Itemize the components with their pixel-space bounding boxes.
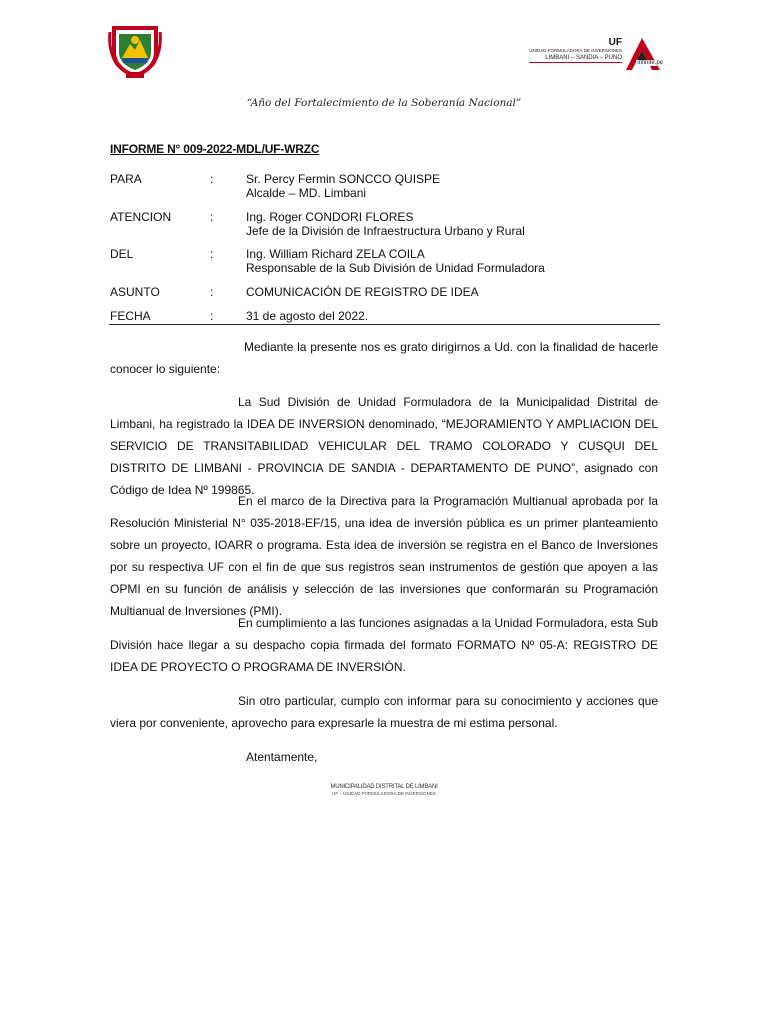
year-motto: “Año del Fortalecimiento de la Soberanía Nacional” [246,97,522,109]
closing-salutation: Atentamente, [246,750,318,764]
paragraph-2-text: La Sud División de Unidad Formuladora de la Municipalidad Distrital de Limbani, ha registrado la IDEA DE INVERSION denominado, “MEJORAMIENTO Y AMPLIACION DEL SERVICIO DE TRANSITABILIDAD VEHICULAR DEL TRAMO COLORADO Y CUSQUI DEL DISTRITO DE LIMBANI - PROVINCIA DE SANDIA - DEPARTAMENTO DE PUNO”, asignado con Código de Idea Nº 199865. [110,395,658,497]
body-paragraph-5 [110,690,658,734]
signature-line2: UF – UNIDAD FORMULADORA DE INVERSIONES [332,791,436,796]
para-label: PARA [110,172,142,186]
uf-logo [529,37,666,78]
atencion-line2: Jefe de la División de Infraestructura Urbano y Rural [246,224,525,238]
municipal-crest-logo [108,22,162,80]
body-paragraph-2 [110,391,658,501]
report-title: INFORME N° 009-2022-MDL/UF-WRZC [110,142,320,156]
body-paragraph-1 [110,336,658,380]
para-value [246,172,440,200]
del-label: DEL [110,247,134,261]
paragraph-4-text: En cumplimiento a las funciones asignadas a la Unidad Formuladora, esta Sub División hace llegar a su despacho copia firmada del formato FORMATO Nº 05-A: REGISTRO DE IDEA DE PROYECTO O PROGRAMA DE INVERSIÓN. [110,616,658,674]
paragraph-1-text: Mediante la presente nos es grato dirigirnos a Ud. con la finalidad de hacerle conocer lo siguiente: [110,340,658,376]
fecha-label: FECHA [110,309,151,323]
para-line2: Alcalde – MD. Limbani [246,186,367,200]
uf-logo-line1: UNIDAD FORMULADORA DE INVERSIONES [529,48,622,53]
uf-logo-abbr: UF [608,37,622,48]
atencion-line1: Ing. Roger CONDORI FLORES [246,210,414,224]
body-paragraph-4 [110,612,658,678]
para-colon: : [210,172,214,186]
uf-logo-site: infinite.pe [637,60,663,66]
atencion-label: ATENCION [110,210,172,224]
paragraph-5-text: Sin otro particular, cumplo con informar para su conocimiento y acciones que viera por conveniente, aprovecho para expresarle la muestra de mi estima personal. [110,694,658,730]
del-colon: : [210,247,214,261]
del-line2: Responsable de la Sub División de Unidad Formuladora [246,261,545,275]
uf-logo-line2: LIMBANI – SANDIA – PUNO [529,54,622,63]
del-line1: Ing. William Richard ZELA COILA [246,247,425,261]
atencion-value [246,210,525,238]
asunto-value: COMUNICACIÓN DE REGISTRO DE IDEA [246,285,479,299]
para-line1: Sr. Percy Fermin SONCCO QUISPE [246,172,441,186]
del-value [246,247,545,275]
fecha-value: 31 de agosto del 2022. [246,309,369,323]
signature-line1: MUNICIPALIDAD DISTRITAL DE LIMBANI [330,784,438,790]
paragraph-3-text: En el marco de la Directiva para la Programación Multianual aprobada por la Resolución Ministerial N° 035-2018-EF/15, una idea de inversión pública es un primer planteamiento sobre un proyecto, IOARR o programa. Esta idea de inversión se registra en el Banco de Inversiones por su respectiva UF con el fin de que sus registros sean instrumentos de gestión que apoyen a las OPMI en su función de análisis y selección de las inversiones que conformarán su Programación Multianual de Inversiones (PMI). [110,494,658,618]
asunto-colon: : [210,285,214,299]
body-paragraph-3 [110,490,658,622]
atencion-colon: : [210,210,214,224]
header-divider [109,324,660,325]
asunto-label: ASUNTO [110,285,160,299]
uf-triangle-icon [626,38,666,72]
signature-stamp [0,784,768,796]
fecha-colon: : [210,309,214,323]
